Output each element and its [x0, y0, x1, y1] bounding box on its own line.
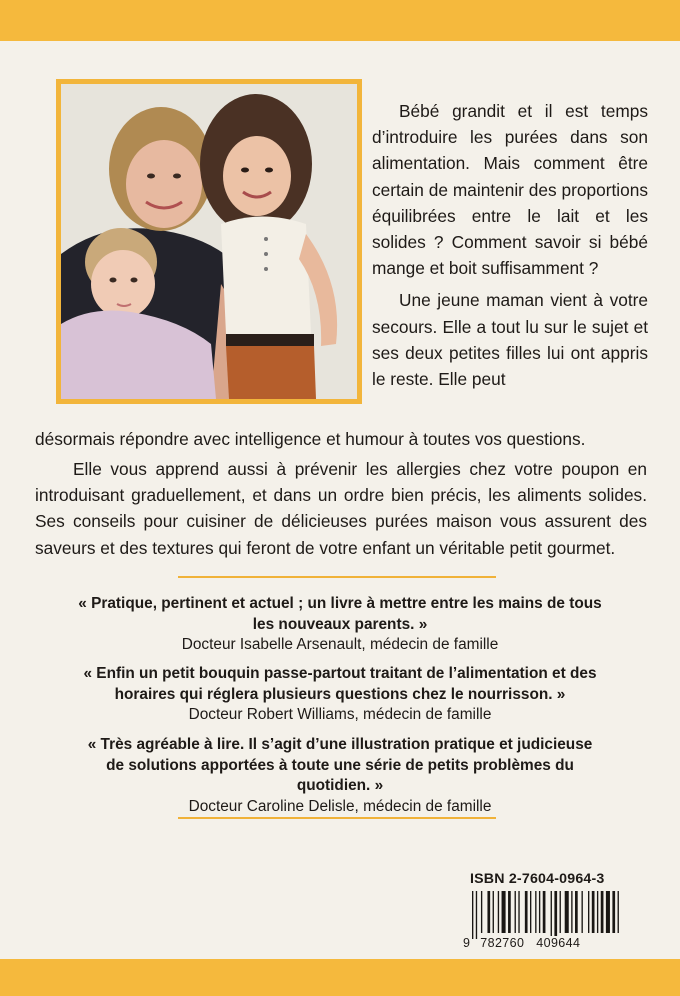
barcode-left-digits: 782760 — [480, 936, 525, 950]
barcode-bar — [601, 891, 604, 933]
barcode-bar — [539, 891, 540, 933]
quote-1-author: Docteur Isabelle Arsenault, médecin de famille — [181, 636, 499, 653]
barcode-bar — [515, 891, 516, 933]
barcode-bar — [575, 891, 578, 933]
barcode-bar — [487, 891, 490, 933]
barcode-bar — [508, 891, 511, 933]
barcode-bar — [565, 891, 569, 933]
quote-3-line-1: « Très agréable à lire. Il s’agit d’une illustration pratique et judicieuse — [87, 736, 593, 753]
quote-2-line-2: horaires qui réglera plusieurs questions chez le nourrisson. » — [114, 685, 566, 703]
quote-1-line-1: « Pratique, pertinent et actuel ; un livre à mettre entre les mains de tous — [78, 595, 602, 612]
bottom-color-band — [0, 959, 680, 996]
barcode-bar — [606, 891, 610, 933]
body-text-main — [35, 456, 647, 561]
barcode-bar — [582, 891, 583, 933]
barcode-lead-digit: 9 — [463, 936, 471, 950]
quote-1-line-2: les nouveaux parents. » — [252, 615, 428, 633]
barcode-bar — [571, 891, 572, 933]
body-text-continued — [35, 426, 647, 452]
family-photo-icon — [61, 84, 357, 399]
barcode-bar — [481, 891, 482, 933]
quote-3 — [70, 735, 610, 817]
barcode-bar — [476, 891, 477, 939]
quote-2-author: Docteur Robert Williams, médecin de famille — [188, 706, 492, 723]
divider-top — [178, 576, 496, 578]
top-color-band — [0, 0, 680, 41]
barcode-bar — [535, 891, 536, 933]
barcode-bar — [518, 891, 519, 933]
barcode-bars-icon — [462, 891, 620, 939]
barcode-bar — [597, 891, 598, 933]
barcode-bar — [612, 891, 615, 933]
barcode-right-digits: 409644 — [536, 936, 581, 950]
barcode-bar — [588, 891, 589, 933]
barcode-bar — [554, 891, 557, 939]
quote-1 — [70, 594, 610, 656]
barcode-bar — [493, 891, 494, 933]
barcode-bar — [551, 891, 552, 939]
quote-3-author: Docteur Caroline Delisle, médecin de famille — [188, 797, 492, 815]
barcode-bar — [498, 891, 499, 933]
intro-paragraph-1: Bébé grandit et il est temps d’introduire les purées dans son alimentation. Mais comment être certain de maintenir des proportions équilibrées entre le lait et les solides ? Comment savoir si bébé mange et boit suffisamment ? — [372, 101, 648, 279]
barcode-bar — [525, 891, 528, 933]
barcode-bar — [592, 891, 595, 933]
intro-text — [372, 98, 648, 392]
quote-2-line-1: « Enfin un petit bouquin passe-partout traitant de l’alimentation et des — [83, 665, 597, 682]
barcode-bar — [530, 891, 531, 933]
intro-paragraph-2: Une jeune maman vient à votre secours. Elle a tout lu sur le sujet et ses deux petites filles lui ont appris le reste. Elle peut — [372, 290, 648, 390]
isbn-label: ISBN 2-7604-0964-3 — [470, 871, 605, 887]
barcode-bar — [543, 891, 546, 933]
quote-3-line-2: de solutions apportées à toute une série de petits problèmes du quotidien. » — [106, 756, 574, 794]
barcode-bar — [618, 891, 619, 933]
quote-2 — [70, 664, 610, 726]
body-paragraph-3: Elle vous apprend aussi à prévenir les allergies chez votre poupon en introduisant graduellement, et dans un ordre bien précis, les aliments solides. Ses conseils pour cuisiner de délicieuses purées maison vous assurent des saveurs et des textures qui feront de votre enfant un véritable petit gourmet. — [35, 459, 647, 558]
barcode-bar — [502, 891, 506, 933]
barcode-bar — [472, 891, 473, 939]
divider-bottom — [178, 817, 496, 819]
body-line-continued: désormais répondre avec intelligence et humour à toutes vos questions. — [35, 429, 586, 449]
barcode-digits — [462, 936, 620, 950]
barcode-bar — [560, 891, 561, 933]
cover-photo — [56, 79, 362, 404]
